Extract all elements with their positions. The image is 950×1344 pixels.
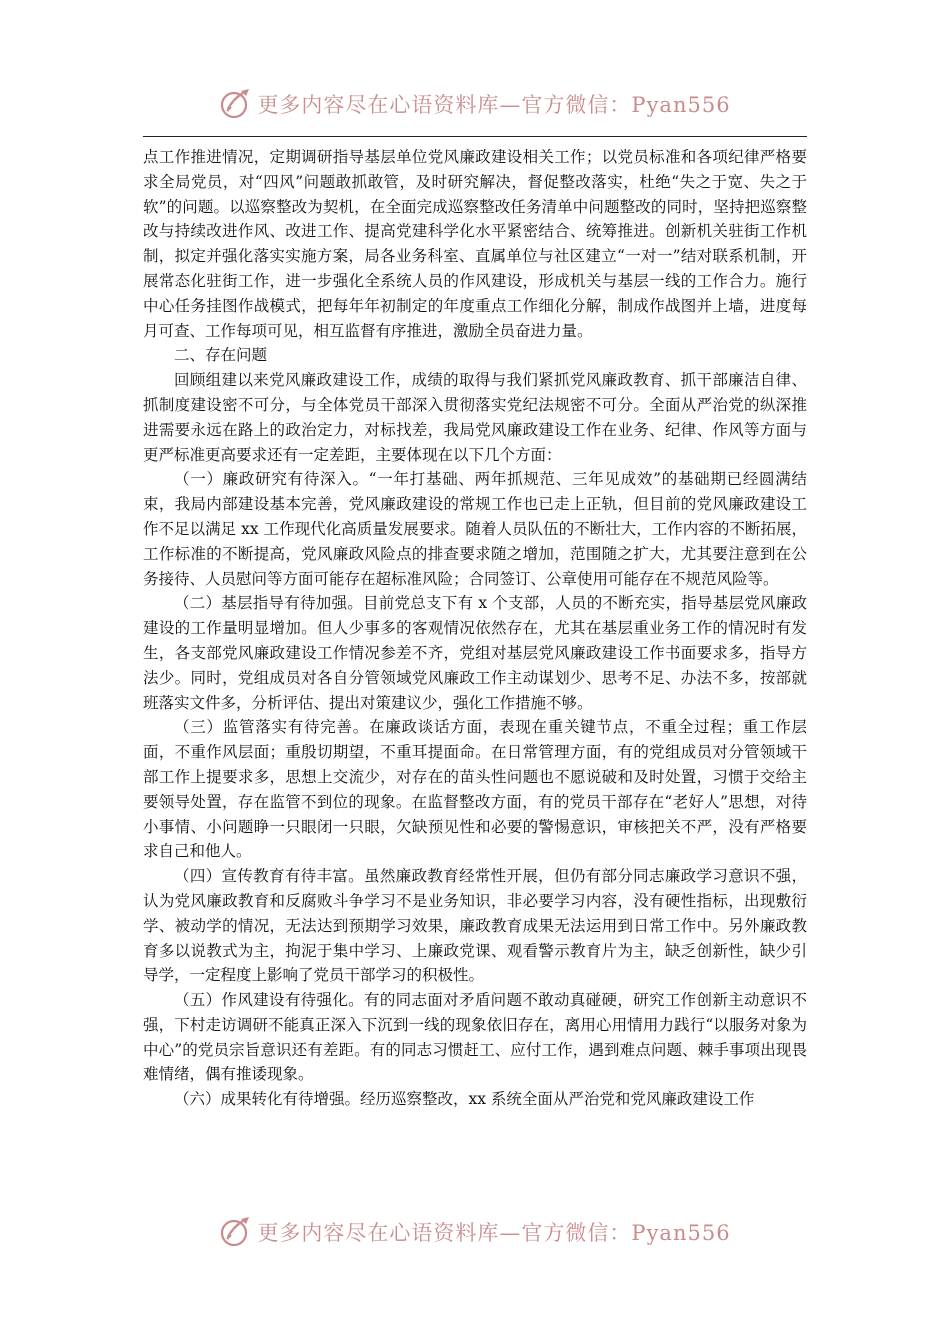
footer-banner	[0, 1212, 950, 1252]
fountain-pen-logo-icon	[219, 1215, 253, 1249]
paragraph-item-4: （四）宣传教育有待丰富。虽然廉政教育经常性开展，但仍有部分同志廉政学习意识不强，认为党风廉政教育和反腐败斗争学习不是业务知识，非必要学习内容，没有硬性指标，出现敷衍学、被动学的情况，无法达到预期学习效果，廉政教育成果无法运用到日常工作中。另外廉政教育多以说教式为主，拘泥于集中学习、上廉政党课、观看警示教育片为主，缺乏创新性，缺少引导学，一定程度上影响了党员干部学习的积极性。	[143, 867, 807, 985]
paragraph-item-1: （一）廉政研究有待深入。“一年打基础、两年抓规范、三年见成效”的基础期已经圆满结束，我局内部建设基本完善，党风廉政建设的常规工作也已走上正轨，但目前的党风廉政建设工作不足以满足 xx 工作现代化高质量发展要求。随着人员队伍的不断壮大，工作内容的不断拓展，工作标准的不断提高，党风廉政风险点的排查要求随之增加，范围随之扩大，尤其要注意到在公务接待、人员慰问等方面可能存在超标准风险；合同签订、公章使用可能存在不规范风险等。	[143, 470, 807, 588]
paragraph-continuation: 点工作推进情况，定期调研指导基层单位党风廉政建设相关工作；以党员标准和各项纪律严格要求全局党员，对“四风”问题敢抓敢管，及时研究解决，督促整改落实，杜绝“失之于宽、失之于软”的问题。以巡察整改为契机，在全面完成巡察整改任务清单中问题整改的同时，坚持把巡察整改与持续改进作风、改进工作、提高党建科学化水平紧密结合、统筹推进。创新机关驻街工作机制，拟定并强化落实实施方案，局各业务科室、直属单位与社区建立“一对一”结对联系机制，开展常态化驻街工作，进一步强化全系统人员的作风建设，形成机关与基层一线的工作合力。施行中心任务挂图作战模式，把每年年初制定的年度重点工作细化分解，制成作战图并上墙，进度每月可查、工作每项可见，相互监督有序推进，激励全员奋进力量。	[143, 148, 807, 340]
section-heading-problems: 二、存在问题	[174, 346, 268, 365]
header-divider	[143, 136, 807, 137]
header-banner	[0, 84, 950, 124]
document-body	[143, 145, 807, 1112]
paragraph-review: 回顾组建以来党风廉政建设工作，成绩的取得与我们紧抓党风廉政教育、抓干部廉洁自律、抓制度建设密不可分，与全体党员干部深入贯彻落实党纪法规密不可分。全面从严治党的纵深推进需要永远在路上的政治定力，对标找差，我局党风廉政建设工作在业务、纪律、作风等方面与更严标准更高要求还有一定差距，主要体现在以下几个方面：	[143, 371, 807, 464]
footer-banner-text: 更多内容尽在心语资料库—官方微信：Pyan556	[257, 1221, 731, 1245]
paragraph-item-6: （六）成果转化有待增强。经历巡察整改，xx 系统全面从严治党和党风廉政建设工作	[174, 1090, 755, 1109]
paragraph-item-5: （五）作风建设有待强化。有的同志面对矛盾问题不敢动真碰硬，研究工作创新主动意识不强，下村走访调研不能真正深入下沉到一线的现象依旧存在，离用心用情用力践行“以服务对象为中心”的党员宗旨意识还有差距。有的同志习惯赶工、应付工作，遇到难点问题、棘手事项出现畏难情绪，偶有推诿现象。	[143, 991, 807, 1084]
paragraph-item-3: （三）监管落实有待完善。在廉政谈话方面，表现在重关键节点，不重全过程；重工作层面，不重作风层面；重殷切期望，不重耳提面命。在日常管理方面，有的党组成员对分管领域干部工作上提要求多，思想上交流少，对存在的苗头性问题也不愿说破和及时处置，习惯于交给主要领导处置，存在监管不到位的现象。在监督整改方面，有的党员干部存在“老好人”思想，对待小事情、小问题睁一只眼闭一只眼，欠缺预见性和必要的警惕意识，审核把关不严，没有严格要求自己和他人。	[143, 718, 807, 861]
paragraph-item-2: （二）基层指导有待加强。目前党总支下有 x 个支部，人员的不断充实，指导基层党风廉政建设的工作量明显增加。但人少事多的客观情况依然存在，尤其在基层重业务工作的情况时有发生，各支部党风廉政建设工作情况参差不齐，党组对基层党风廉政建设工作书面要求多，指导方法少。同时，党组成员对各自分管领域党风廉政工作主动谋划少、思考不足、办法不多，按部就班落实文件多，分析评估、提出对策建议少，强化工作措施不够。	[143, 594, 807, 712]
header-banner-text: 更多内容尽在心语资料库—官方微信：Pyan556	[257, 93, 731, 117]
fountain-pen-logo-icon	[219, 87, 253, 121]
